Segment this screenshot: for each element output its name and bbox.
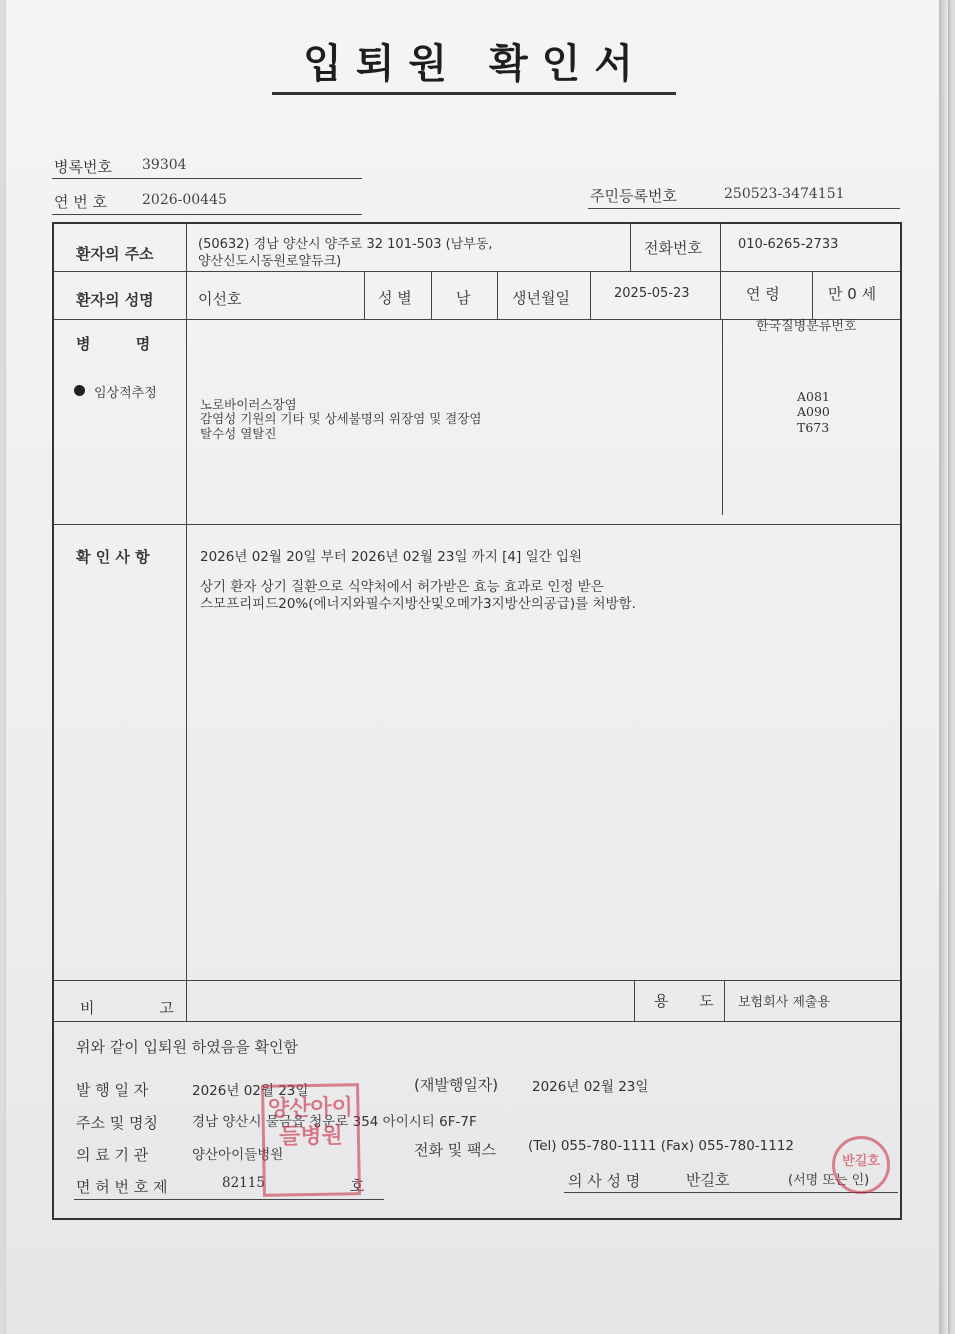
resident-value: 250523-3474151: [724, 186, 845, 202]
confirm-note-1: 상기 환자 상기 질환으로 식약처에서 허가받은 효능 효과로 인정 받은: [200, 579, 604, 595]
dob-label: 생년월일: [512, 289, 570, 307]
clinical-label: 임상적추정: [94, 386, 157, 401]
tel-fax-label: 전화 및 팩스: [414, 1141, 496, 1159]
hospital-stamp-text: 양산아이들병원: [267, 1095, 354, 1150]
doctor-name: 반길호: [686, 1171, 730, 1189]
confirm-label: 확 인 사 항: [76, 548, 150, 566]
sex-value: 남: [456, 289, 471, 307]
diagnosis-label: 병 명: [76, 335, 151, 353]
remarks-col-line: [186, 981, 187, 1021]
code-1: A081: [797, 389, 830, 404]
record-no-label: 병록번호: [54, 158, 112, 176]
serial-value: 2026-00445: [142, 192, 227, 208]
label-col-line: [186, 223, 187, 980]
hospital-stamp: [261, 1083, 361, 1197]
name-value: 이선호: [198, 290, 242, 308]
doctor-seal-text: 반길호: [842, 1154, 880, 1169]
clinic-address-value: 경남 양산시 물금읍 청운로 354 아이시티 6F-7F: [192, 1114, 477, 1130]
license-label: 면 허 번 호 제: [76, 1178, 168, 1196]
remarks-label: 비 고: [80, 999, 174, 1017]
resident-label: 주민등록번호: [590, 187, 677, 205]
code-2: A090: [797, 404, 830, 419]
age-label: 연 령: [746, 285, 780, 303]
issue-date-value: 2026년 02월 23일: [192, 1083, 309, 1099]
doctor-label: 의 사 성 명: [568, 1172, 641, 1190]
sign-hint: (서명 또는 인): [788, 1173, 870, 1188]
paper-edge: [939, 0, 948, 1334]
phone-label: 전화번호: [644, 239, 702, 257]
purpose-label: 용 도: [654, 992, 714, 1010]
age-value-line: [812, 272, 813, 319]
confirm-note-2: 스모프리피드20%(에너지와필수지방산및오메가3지방산의공급)를 처방함.: [200, 596, 636, 612]
bullet-icon: [74, 385, 85, 396]
row-line-1: [53, 271, 901, 272]
resident-underline: [588, 208, 900, 209]
purpose-value: 보험회사 제출용: [738, 995, 831, 1010]
doctor-underline: [564, 1192, 898, 1193]
row-line-3: [53, 524, 901, 525]
code-3: T673: [797, 420, 830, 435]
title-underline: [272, 92, 676, 95]
age-label-line: [720, 272, 721, 319]
confirmation-statement: 위와 같이 입퇴원 하였음을 확인함: [76, 1038, 298, 1056]
diagnosis-name-3: 탈수성 열탈진: [200, 426, 277, 441]
reissue-label: (재발행일자): [414, 1076, 499, 1094]
purpose-value-line: [724, 981, 725, 1021]
name-sex-line: [364, 272, 365, 319]
sex-label: 성 별: [378, 289, 412, 307]
address-line-2: 양산신도시동원로얄듀크): [198, 254, 342, 269]
diagnosis-name-1: 노로바이러스장염: [200, 397, 297, 412]
row-line-5: [53, 1021, 901, 1022]
address-line-1: (50632) 경남 양산시 양주로 32 101-503 (남부동,: [198, 237, 493, 252]
age-value: 만 0 세: [828, 285, 877, 303]
serial-label: 연 번 호: [54, 193, 108, 211]
sex-value-line: [431, 272, 432, 319]
admission-period: 2026년 02월 20일 부터 2026년 02월 23일 까지 [4] 일간 입원: [200, 549, 583, 565]
form-frame: [52, 222, 902, 1220]
doctor-seal: [832, 1136, 890, 1194]
purpose-label-line: [634, 981, 635, 1021]
serial-underline: [52, 214, 362, 215]
issue-date-label: 발 행 일 자: [76, 1081, 149, 1099]
tel-fax-value: (Tel) 055-780-1111 (Fax) 055-780-1112: [528, 1138, 795, 1154]
license-suffix: 호: [350, 1177, 365, 1195]
phone-value-line: [720, 223, 721, 271]
record-no-value: 39304: [142, 157, 187, 173]
document-title: 입퇴원 확인서: [303, 40, 647, 87]
license-number: 82115: [222, 1175, 265, 1191]
row-line-4: [53, 980, 901, 981]
dob-value: 2025-05-23: [614, 286, 690, 301]
code-col-line: [722, 320, 723, 515]
clinic-name: 양산아이들병원: [192, 1147, 284, 1163]
record-no-underline: [52, 178, 362, 179]
clinic-address-label: 주소 및 명칭: [76, 1114, 158, 1132]
diagnosis-name-2: 감염성 기원의 기타 및 상세불명의 위장염 및 결장염: [200, 411, 482, 426]
name-label: 환자의 성명: [76, 291, 154, 309]
license-underline: [74, 1199, 384, 1200]
clinic-label: 의 료 기 관: [76, 1146, 149, 1164]
sex-dob-line: [497, 272, 498, 319]
phone-value: 010-6265-2733: [738, 237, 839, 252]
reissue-date-value: 2026년 02월 23일: [532, 1079, 649, 1095]
dob-value-line: [590, 272, 591, 319]
address-label: 환자의 주소: [76, 245, 154, 263]
phone-label-line: [630, 223, 631, 271]
code-header: 한국질병분류번호: [756, 319, 857, 334]
